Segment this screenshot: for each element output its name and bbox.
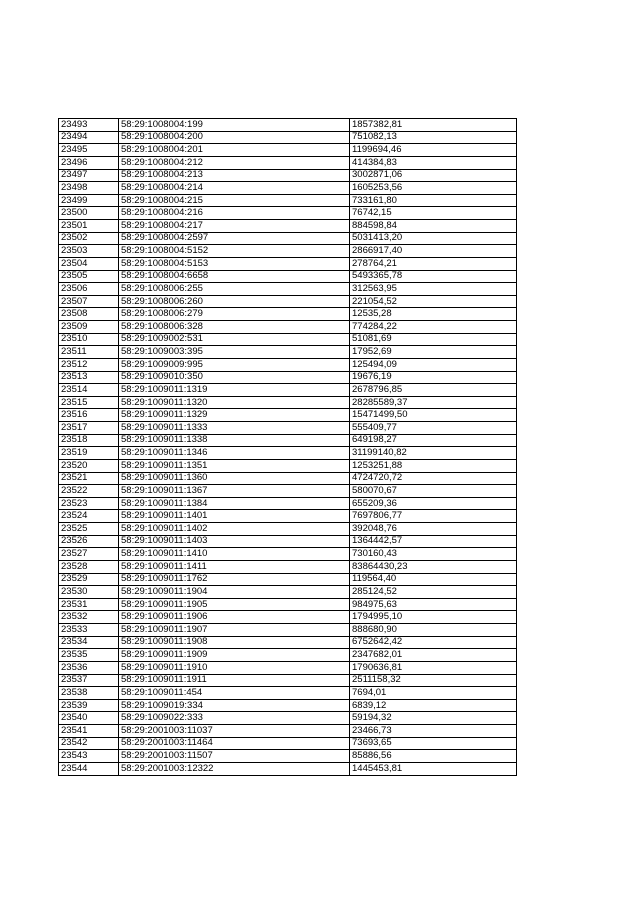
row-number-cell: 23528 (59, 560, 119, 573)
cadastral-number-cell: 58:29:1008004:212 (119, 156, 350, 169)
table-row (59, 156, 517, 169)
cadastral-number-cell: 58:29:1009011:1338 (119, 434, 350, 447)
row-number-cell: 23525 (59, 523, 119, 536)
value-cell: 7697806,77 (350, 510, 517, 523)
cadastral-number-cell: 58:29:1008004:217 (119, 220, 350, 233)
row-number-cell: 23535 (59, 649, 119, 662)
table-row (59, 548, 517, 561)
table-row (59, 295, 517, 308)
row-number-cell: 23507 (59, 295, 119, 308)
table-row (59, 434, 517, 447)
row-number-cell: 23526 (59, 535, 119, 548)
value-cell: 655209,36 (350, 497, 517, 510)
row-number-cell: 23524 (59, 510, 119, 523)
value-cell: 278764,21 (350, 257, 517, 270)
value-cell: 5031413,20 (350, 232, 517, 245)
table-row (59, 321, 517, 334)
row-number-cell: 23533 (59, 624, 119, 637)
cadastral-number-cell: 58:29:1009011:1367 (119, 485, 350, 498)
row-number-cell: 23519 (59, 447, 119, 460)
cadastral-number-cell: 58:29:1009011:1403 (119, 535, 350, 548)
cadastral-number-cell: 58:29:1009011:1401 (119, 510, 350, 523)
row-number-cell: 23494 (59, 131, 119, 144)
value-cell: 1790636,81 (350, 661, 517, 674)
cadastral-number-cell: 58:29:1008004:213 (119, 169, 350, 182)
row-number-cell: 23520 (59, 459, 119, 472)
value-cell: 1253251,88 (350, 459, 517, 472)
cadastral-number-cell: 58:29:2001003:11464 (119, 737, 350, 750)
row-number-cell: 23538 (59, 687, 119, 700)
row-number-cell: 23537 (59, 674, 119, 687)
table-row (59, 194, 517, 207)
table-row (59, 245, 517, 258)
value-cell: 59194,32 (350, 712, 517, 725)
cadastral-number-cell: 58:29:1009002:531 (119, 333, 350, 346)
cadastral-number-cell: 58:29:1008004:5153 (119, 257, 350, 270)
table-row (59, 459, 517, 472)
table-row (59, 586, 517, 599)
value-cell: 6752642,42 (350, 636, 517, 649)
row-number-cell: 23518 (59, 434, 119, 447)
row-number-cell: 23532 (59, 611, 119, 624)
row-number-cell: 23539 (59, 699, 119, 712)
table-row (59, 485, 517, 498)
table-row (59, 422, 517, 435)
value-cell: 1794995,10 (350, 611, 517, 624)
cadastral-number-cell: 58:29:1008006:260 (119, 295, 350, 308)
value-cell: 312563,95 (350, 283, 517, 296)
value-cell: 1364442,57 (350, 535, 517, 548)
value-cell: 15471499,50 (350, 409, 517, 422)
value-cell: 6839,12 (350, 699, 517, 712)
table-row (59, 762, 517, 775)
table-row (59, 649, 517, 662)
value-cell: 7694,01 (350, 687, 517, 700)
cadastral-number-cell: 58:29:1009003:395 (119, 346, 350, 359)
row-number-cell: 23504 (59, 257, 119, 270)
value-cell: 1199694,46 (350, 144, 517, 157)
table-row (59, 283, 517, 296)
cadastral-number-cell: 58:29:1009011:1410 (119, 548, 350, 561)
value-cell: 23466,73 (350, 725, 517, 738)
table-row (59, 725, 517, 738)
table-row (59, 270, 517, 283)
row-number-cell: 23514 (59, 384, 119, 397)
table-row (59, 232, 517, 245)
cadastral-number-cell: 58:29:1009011:1762 (119, 573, 350, 586)
cadastral-number-cell: 58:29:1009011:1908 (119, 636, 350, 649)
row-number-cell: 23531 (59, 598, 119, 611)
value-cell: 884598,84 (350, 220, 517, 233)
value-cell: 751082,13 (350, 131, 517, 144)
row-number-cell: 23508 (59, 308, 119, 321)
row-number-cell: 23510 (59, 333, 119, 346)
row-number-cell: 23501 (59, 220, 119, 233)
row-number-cell: 23499 (59, 194, 119, 207)
table-row (59, 346, 517, 359)
value-cell: 85886,56 (350, 750, 517, 763)
value-cell: 12535,28 (350, 308, 517, 321)
value-cell: 5493365,78 (350, 270, 517, 283)
row-number-cell: 23497 (59, 169, 119, 182)
table-row (59, 169, 517, 182)
cadastral-number-cell: 58:29:1009011:1907 (119, 624, 350, 637)
table-row (59, 257, 517, 270)
cadastral-number-cell: 58:29:1008006:255 (119, 283, 350, 296)
value-cell: 76742,15 (350, 207, 517, 220)
cadastral-number-cell: 58:29:1009011:1346 (119, 447, 350, 460)
cadastral-number-cell: 58:29:1008004:5152 (119, 245, 350, 258)
value-cell: 733161,80 (350, 194, 517, 207)
table-row (59, 472, 517, 485)
cadastral-number-cell: 58:29:1008004:215 (119, 194, 350, 207)
value-cell: 392048,76 (350, 523, 517, 536)
cadastral-number-cell: 58:29:1009011:1351 (119, 459, 350, 472)
table-row (59, 409, 517, 422)
cadastral-number-cell: 58:29:2001003:11507 (119, 750, 350, 763)
cadastral-number-cell: 58:29:1009011:1911 (119, 674, 350, 687)
cadastral-number-cell: 58:29:1009011:1384 (119, 497, 350, 510)
cadastral-number-cell: 58:29:1009011:1360 (119, 472, 350, 485)
cadastral-number-cell: 58:29:1009011:454 (119, 687, 350, 700)
row-number-cell: 23521 (59, 472, 119, 485)
table-row (59, 396, 517, 409)
cadastral-number-cell: 58:29:1009011:1909 (119, 649, 350, 662)
value-cell: 125494,09 (350, 358, 517, 371)
table-row (59, 624, 517, 637)
row-number-cell: 23513 (59, 371, 119, 384)
cadastral-number-cell: 58:29:1009011:1329 (119, 409, 350, 422)
row-number-cell: 23496 (59, 156, 119, 169)
value-cell: 221054,52 (350, 295, 517, 308)
cadastral-number-cell: 58:29:1009011:1320 (119, 396, 350, 409)
value-cell: 2511158,32 (350, 674, 517, 687)
table-row (59, 144, 517, 157)
table-row (59, 358, 517, 371)
table-row (59, 535, 517, 548)
row-number-cell: 23527 (59, 548, 119, 561)
table-row (59, 384, 517, 397)
row-number-cell: 23515 (59, 396, 119, 409)
row-number-cell: 23517 (59, 422, 119, 435)
row-number-cell: 23509 (59, 321, 119, 334)
table-row (59, 661, 517, 674)
table-row (59, 687, 517, 700)
table-row (59, 447, 517, 460)
table-row (59, 611, 517, 624)
row-number-cell: 23512 (59, 358, 119, 371)
table-row (59, 510, 517, 523)
value-cell: 51081,69 (350, 333, 517, 346)
row-number-cell: 23493 (59, 119, 119, 132)
cadastral-number-cell: 58:29:2001003:12322 (119, 762, 350, 775)
row-number-cell: 23523 (59, 497, 119, 510)
data-table (58, 118, 517, 776)
value-cell: 774284,22 (350, 321, 517, 334)
row-number-cell: 23529 (59, 573, 119, 586)
table-row (59, 737, 517, 750)
value-cell: 2678796,85 (350, 384, 517, 397)
table-row (59, 207, 517, 220)
row-number-cell: 23543 (59, 750, 119, 763)
value-cell: 649198,27 (350, 434, 517, 447)
value-cell: 3002871,06 (350, 169, 517, 182)
cadastral-number-cell: 58:29:1008006:279 (119, 308, 350, 321)
cadastral-number-cell: 58:29:1008004:201 (119, 144, 350, 157)
value-cell: 414384,83 (350, 156, 517, 169)
table-row (59, 750, 517, 763)
table-row (59, 712, 517, 725)
table-row (59, 523, 517, 536)
cadastral-number-cell: 58:29:1009019:334 (119, 699, 350, 712)
cadastral-number-cell: 58:29:1008004:2597 (119, 232, 350, 245)
cadastral-number-cell: 58:29:1008006:328 (119, 321, 350, 334)
row-number-cell: 23505 (59, 270, 119, 283)
value-cell: 17952,69 (350, 346, 517, 359)
row-number-cell: 23516 (59, 409, 119, 422)
table-row (59, 308, 517, 321)
value-cell: 1605253,56 (350, 182, 517, 195)
cadastral-number-cell: 58:29:1009011:1402 (119, 523, 350, 536)
cadastral-number-cell: 58:29:1008004:216 (119, 207, 350, 220)
cadastral-number-cell: 58:29:1009011:1910 (119, 661, 350, 674)
row-number-cell: 23542 (59, 737, 119, 750)
value-cell: 83864430,23 (350, 560, 517, 573)
cadastral-number-cell: 58:29:1009022:333 (119, 712, 350, 725)
value-cell: 73693,65 (350, 737, 517, 750)
cadastral-number-cell: 58:29:1008004:214 (119, 182, 350, 195)
value-cell: 119564,40 (350, 573, 517, 586)
cadastral-number-cell: 58:29:1008004:6658 (119, 270, 350, 283)
value-cell: 285124,52 (350, 586, 517, 599)
row-number-cell: 23502 (59, 232, 119, 245)
row-number-cell: 23530 (59, 586, 119, 599)
row-number-cell: 23534 (59, 636, 119, 649)
cadastral-number-cell: 58:29:1009010:350 (119, 371, 350, 384)
value-cell: 888680,90 (350, 624, 517, 637)
row-number-cell: 23511 (59, 346, 119, 359)
table-row (59, 119, 517, 132)
cadastral-number-cell: 58:29:1009011:1411 (119, 560, 350, 573)
row-number-cell: 23540 (59, 712, 119, 725)
cadastral-number-cell: 58:29:1009011:1905 (119, 598, 350, 611)
table-row (59, 573, 517, 586)
table-row (59, 182, 517, 195)
cadastral-number-cell: 58:29:1008004:200 (119, 131, 350, 144)
table-row (59, 598, 517, 611)
value-cell: 580070,67 (350, 485, 517, 498)
value-cell: 984975,63 (350, 598, 517, 611)
table-row (59, 560, 517, 573)
row-number-cell: 23495 (59, 144, 119, 157)
table-row (59, 699, 517, 712)
row-number-cell: 23544 (59, 762, 119, 775)
table-row (59, 497, 517, 510)
value-cell: 1857382,81 (350, 119, 517, 132)
value-cell: 555409,77 (350, 422, 517, 435)
value-cell: 2347682,01 (350, 649, 517, 662)
row-number-cell: 23498 (59, 182, 119, 195)
cadastral-number-cell: 58:29:1009009:995 (119, 358, 350, 371)
value-cell: 28285589,37 (350, 396, 517, 409)
row-number-cell: 23522 (59, 485, 119, 498)
row-number-cell: 23506 (59, 283, 119, 296)
cadastral-number-cell: 58:29:1009011:1906 (119, 611, 350, 624)
table-row (59, 333, 517, 346)
table-row (59, 131, 517, 144)
row-number-cell: 23536 (59, 661, 119, 674)
value-cell: 2866917,40 (350, 245, 517, 258)
table-row (59, 220, 517, 233)
value-cell: 4724720,72 (350, 472, 517, 485)
row-number-cell: 23500 (59, 207, 119, 220)
cadastral-number-cell: 58:29:2001003:11037 (119, 725, 350, 738)
value-cell: 730160,43 (350, 548, 517, 561)
table-body (59, 119, 517, 776)
table-row (59, 636, 517, 649)
table-row (59, 371, 517, 384)
cadastral-number-cell: 58:29:1008004:199 (119, 119, 350, 132)
row-number-cell: 23503 (59, 245, 119, 258)
value-cell: 19676,19 (350, 371, 517, 384)
row-number-cell: 23541 (59, 725, 119, 738)
value-cell: 1445453,81 (350, 762, 517, 775)
value-cell: 31199140,82 (350, 447, 517, 460)
cadastral-number-cell: 58:29:1009011:1904 (119, 586, 350, 599)
table-row (59, 674, 517, 687)
cadastral-number-cell: 58:29:1009011:1319 (119, 384, 350, 397)
cadastral-number-cell: 58:29:1009011:1333 (119, 422, 350, 435)
